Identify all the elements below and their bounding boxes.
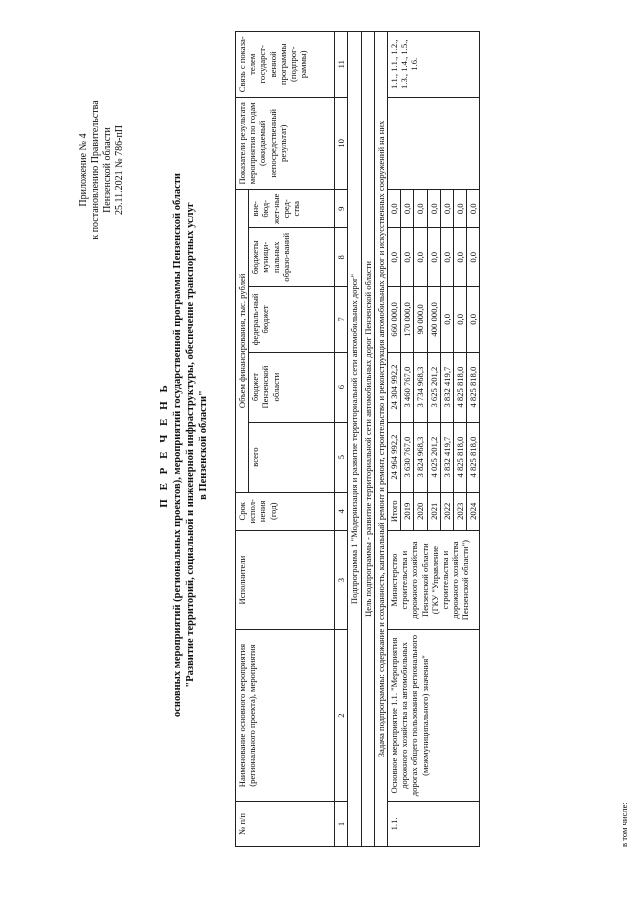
header-cell: Наименование основного мероприятия (регионального проекта), мероприятия <box>236 630 335 802</box>
regional-cell: 3 625 201,2 <box>427 352 440 422</box>
subprogram-goal: Цель подпрограммы - развитие территориальной сети автомобильных дорог Пензенской области <box>361 32 374 847</box>
total-cell: 24 964 992,2 <box>388 422 401 492</box>
header-cell: бюджеты муници-пальных образо-ваний <box>249 228 335 287</box>
regional-cell: 3 734 968,3 <box>414 352 427 422</box>
extra-cell: 0,0 <box>427 190 440 228</box>
measures-table <box>235 31 480 847</box>
document-title <box>158 135 210 755</box>
header-cell: Связь с показа-телем государст-венной программы (подпрог-раммы) <box>236 32 335 98</box>
header-group-cell: Объем финансирования, тыс. рублей <box>236 190 249 493</box>
item-executor: Министерство строительства и дорожного хозяйства Пензенской области (ГКУ "Управление строительства и дорожного хозяйства Пензенской области") <box>388 530 480 629</box>
federal-cell: 170 000,0 <box>401 287 414 352</box>
subprogram-row <box>348 32 361 847</box>
appendix-line: 25.11.2021 № 786-пП <box>114 124 125 216</box>
title-line: основных мероприятий (региональных проектов), мероприятий государственной программы Пензенской области <box>172 173 183 717</box>
federal-cell: 90 000,0 <box>414 287 427 352</box>
title-line: "Развитие территорий, социальной и инженерной инфраструктуры, обеспечение транспортных услуг <box>185 202 196 688</box>
regional-cell: 3 832 419,7 <box>440 352 453 422</box>
federal-cell: 0,0 <box>454 287 467 352</box>
title-heading: П Е Р Е Ч Е Н Ь <box>158 382 170 508</box>
year-cell: 2024 <box>467 492 480 530</box>
municipal-cell: 0,0 <box>427 228 440 287</box>
regional-cell: 24 304 992,2 <box>388 352 401 422</box>
total-cell: 4 025 201,2 <box>427 422 440 492</box>
header-cell: № п/п <box>236 801 335 846</box>
header-cell: Срок испол-нения (год) <box>236 492 335 530</box>
year-cell: 2023 <box>454 492 467 530</box>
appendix-line: Приложение № 4 <box>78 133 89 207</box>
year-cell: 2021 <box>427 492 440 530</box>
column-number: 5 <box>335 422 348 492</box>
extra-cell: 0,0 <box>401 190 414 228</box>
header-row <box>236 32 249 847</box>
column-number-row <box>335 32 348 847</box>
federal-cell: 0,0 <box>440 287 453 352</box>
header-cell: вне-бюд-жет-ные сред-ства <box>249 190 335 228</box>
title-line: в Пензенской области" <box>198 390 209 500</box>
column-number: 3 <box>335 530 348 629</box>
federal-cell: 400 000,0 <box>427 287 440 352</box>
item-number: 1.1. <box>388 801 480 846</box>
regional-cell: 4 825 818,0 <box>454 352 467 422</box>
header-cell: Исполнители <box>236 530 335 629</box>
extra-cell: 0,0 <box>467 190 480 228</box>
column-number: 10 <box>335 97 348 190</box>
municipal-cell: 0,0 <box>454 228 467 287</box>
subprogram-task: Задача подпрограммы: содержание и сохранность, капитальный ремонт и ремонт, строительство и реконструкция автомобильных дорог и искусственных сооружений на них <box>374 32 387 847</box>
regional-cell: 3 460 767,0 <box>401 352 414 422</box>
appendix-line: Пензенской области <box>102 127 113 213</box>
subprogram-title: Подпрограмма 1 "Модернизация и развитие территориальной сети автомобильных дорог" <box>348 32 361 847</box>
extra-cell: 0,0 <box>440 190 453 228</box>
year-cell: 2019 <box>401 492 414 530</box>
column-number: 11 <box>335 32 348 98</box>
municipal-cell: 0,0 <box>401 228 414 287</box>
item-name: Основное мероприятие 1.1. "Мероприятия дорожного хозяйства на автомобильных дорогах общего пользования регионального (межмуниципального) значения" <box>388 630 480 802</box>
header-cell: федераль-ный бюджет <box>249 287 335 352</box>
year-cell: Итого <box>388 492 401 530</box>
appendix-block <box>78 60 126 280</box>
extra-cell: 0,0 <box>454 190 467 228</box>
appendix-line: к постановлению Правительства <box>90 100 101 240</box>
municipal-cell: 0,0 <box>467 228 480 287</box>
municipal-cell: 0,0 <box>440 228 453 287</box>
column-number: 1 <box>335 801 348 846</box>
column-number: 6 <box>335 352 348 422</box>
year-cell: 2020 <box>414 492 427 530</box>
column-number: 8 <box>335 228 348 287</box>
federal-cell: 0,0 <box>467 287 480 352</box>
federal-cell: 660 000,0 <box>388 287 401 352</box>
table-row <box>388 32 401 847</box>
header-cell: Показатели результата мероприятия по годам (ожидаемый непосредственный результат) <box>236 97 335 190</box>
extra-cell: 0,0 <box>414 190 427 228</box>
total-cell: 4 825 818,0 <box>467 422 480 492</box>
column-number: 7 <box>335 287 348 352</box>
link-cell: 1.1., 1.1., 1.2., 1.3., 1.4., 1.5., 1.6. <box>388 32 480 98</box>
task-row <box>374 32 387 847</box>
total-cell: 4 825 818,0 <box>454 422 467 492</box>
year-cell: 2022 <box>440 492 453 530</box>
column-number: 2 <box>335 630 348 802</box>
regional-cell: 4 825 818,0 <box>467 352 480 422</box>
municipal-cell: 0,0 <box>388 228 401 287</box>
total-cell: 3 832 419,7 <box>440 422 453 492</box>
municipal-cell: 0,0 <box>414 228 427 287</box>
result-cell <box>388 97 480 190</box>
header-cell: всего <box>249 422 335 492</box>
total-cell: 3 824 968,3 <box>414 422 427 492</box>
total-cell: 3 630 767,0 <box>401 422 414 492</box>
footer-note: в том числе: <box>619 802 629 847</box>
goal-row <box>361 32 374 847</box>
extra-cell: 0,0 <box>388 190 401 228</box>
column-number: 4 <box>335 492 348 530</box>
header-cell: бюджет Пензенской области <box>249 352 335 422</box>
column-number: 9 <box>335 190 348 228</box>
